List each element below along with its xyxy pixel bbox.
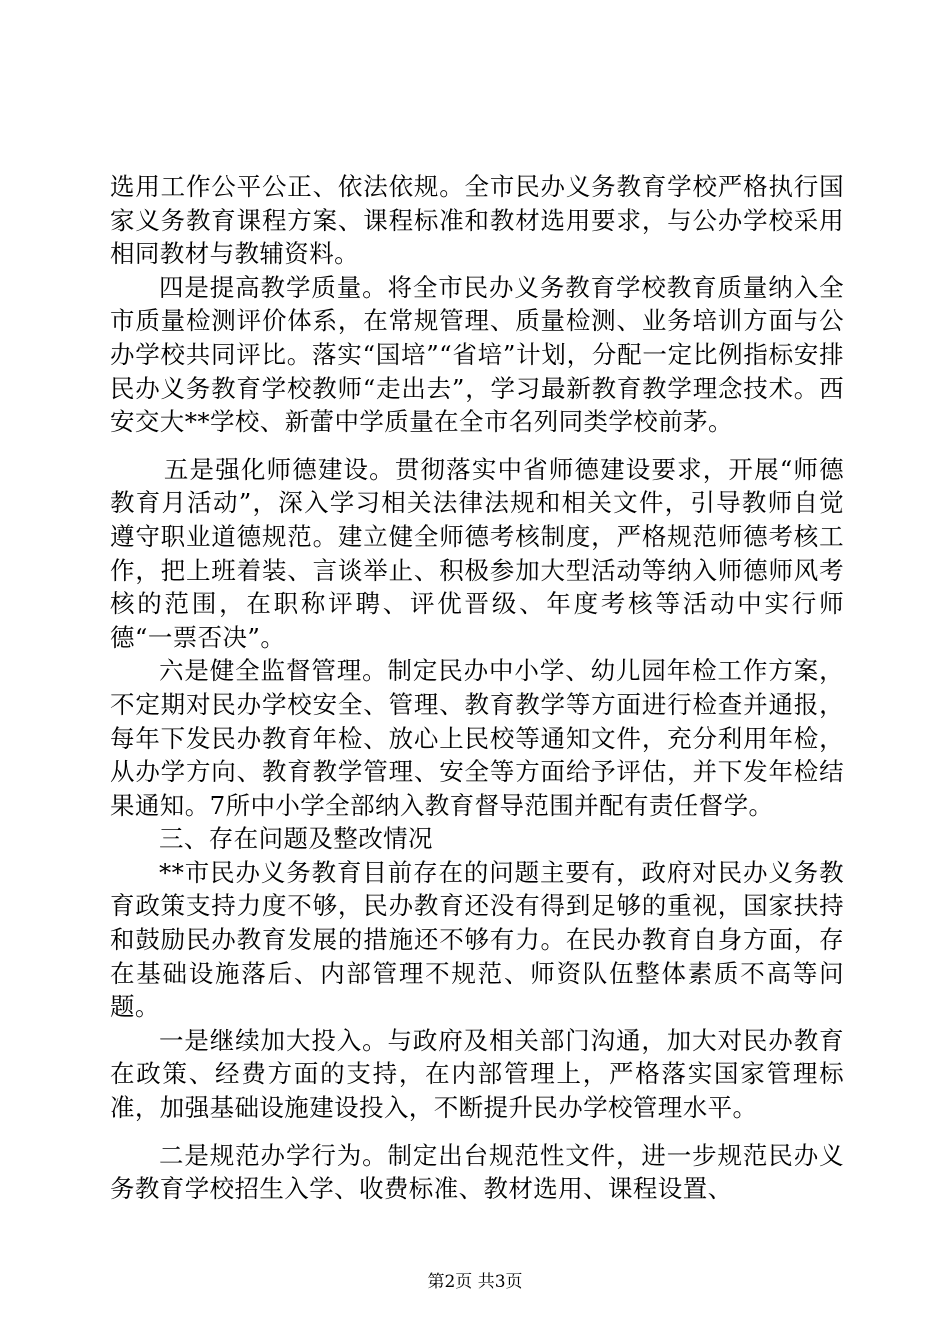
page-footer: 第2页 共3页 — [427, 1272, 523, 1292]
paragraph-supervision: 六是健全监督管理。制定民办中小学、幼儿园年检工作方案，不定期对民办学校安全、管理、教育教学等方面进行检查并通报，每年下发民办教育年检、放心上民校等通知文件，充分利用年检，从办学方向、教育教学管理、安全等方面给予评估，并下发年检结果通知。7所中小学全部纳入教育督导范围并配有责任督学。 — [110, 656, 844, 820]
paragraph-increase-investment: 一是继续加大投入。与政府及相关部门沟通，加大对民办教育在政策、经费方面的支持，在内部管理上，严格落实国家管理标准，加强基础设施建设投入，不断提升民办学校管理水平。 — [110, 1025, 844, 1123]
section-heading-problems: 三、存在问题及整改情况 — [159, 824, 433, 854]
paragraph-teaching-quality: 四是提高教学质量。将全市民办义务教育学校教育质量纳入全市质量检测评价体系，在常规管理、质量检测、业务培训方面与公办学校共同评比。落实“国培”“省培”计划，分配一定比例指标安排民办义务教育学校教师“走出去”，学习最新教育教学理念技术。西安交大**学校、新蕾中学质量在全市名列同类学校前茅。 — [110, 272, 844, 437]
paragraph-teacher-ethics: 五是强化师德建设。贯彻落实中省师德建设要求，开展“师德教育月活动”，深入学习相关法律法规和相关文件，引导教师自觉遵守职业道德规范。建立健全师德考核制度，严格规范师德考核工作，把上班着装、言谈举止、积极参加大型活动等纳入师德师风考核的范围，在职称评聘、评优晋级、年度考核等活动中实行师德“一票否决”。 — [110, 454, 844, 652]
document-body — [110, 170, 844, 1206]
paragraph-continuation: 选用工作公平公正、依法依规。全市民办义务教育学校严格执行国家义务教育课程方案、课程标准和教材选用要求，与公办学校采用相同教材与教辅资料。 — [110, 172, 844, 269]
paragraph-problems: **市民办义务教育目前存在的问题主要有，政府对民办义务教育政策支持力度不够，民办教育还没有得到足够的重视，国家扶持和鼓励民办教育发展的措施还不够有力。在民办教育自身方面，存在基础设施落后、内部管理不规范、师资队伍整体素质不高等问题。 — [110, 857, 844, 1022]
paragraph-regulate-operation: 二是规范办学行为。制定出台规范性文件，进一步规范民办义务教育学校招生入学、收费标准、教材选用、课程设置、 — [110, 1140, 844, 1204]
